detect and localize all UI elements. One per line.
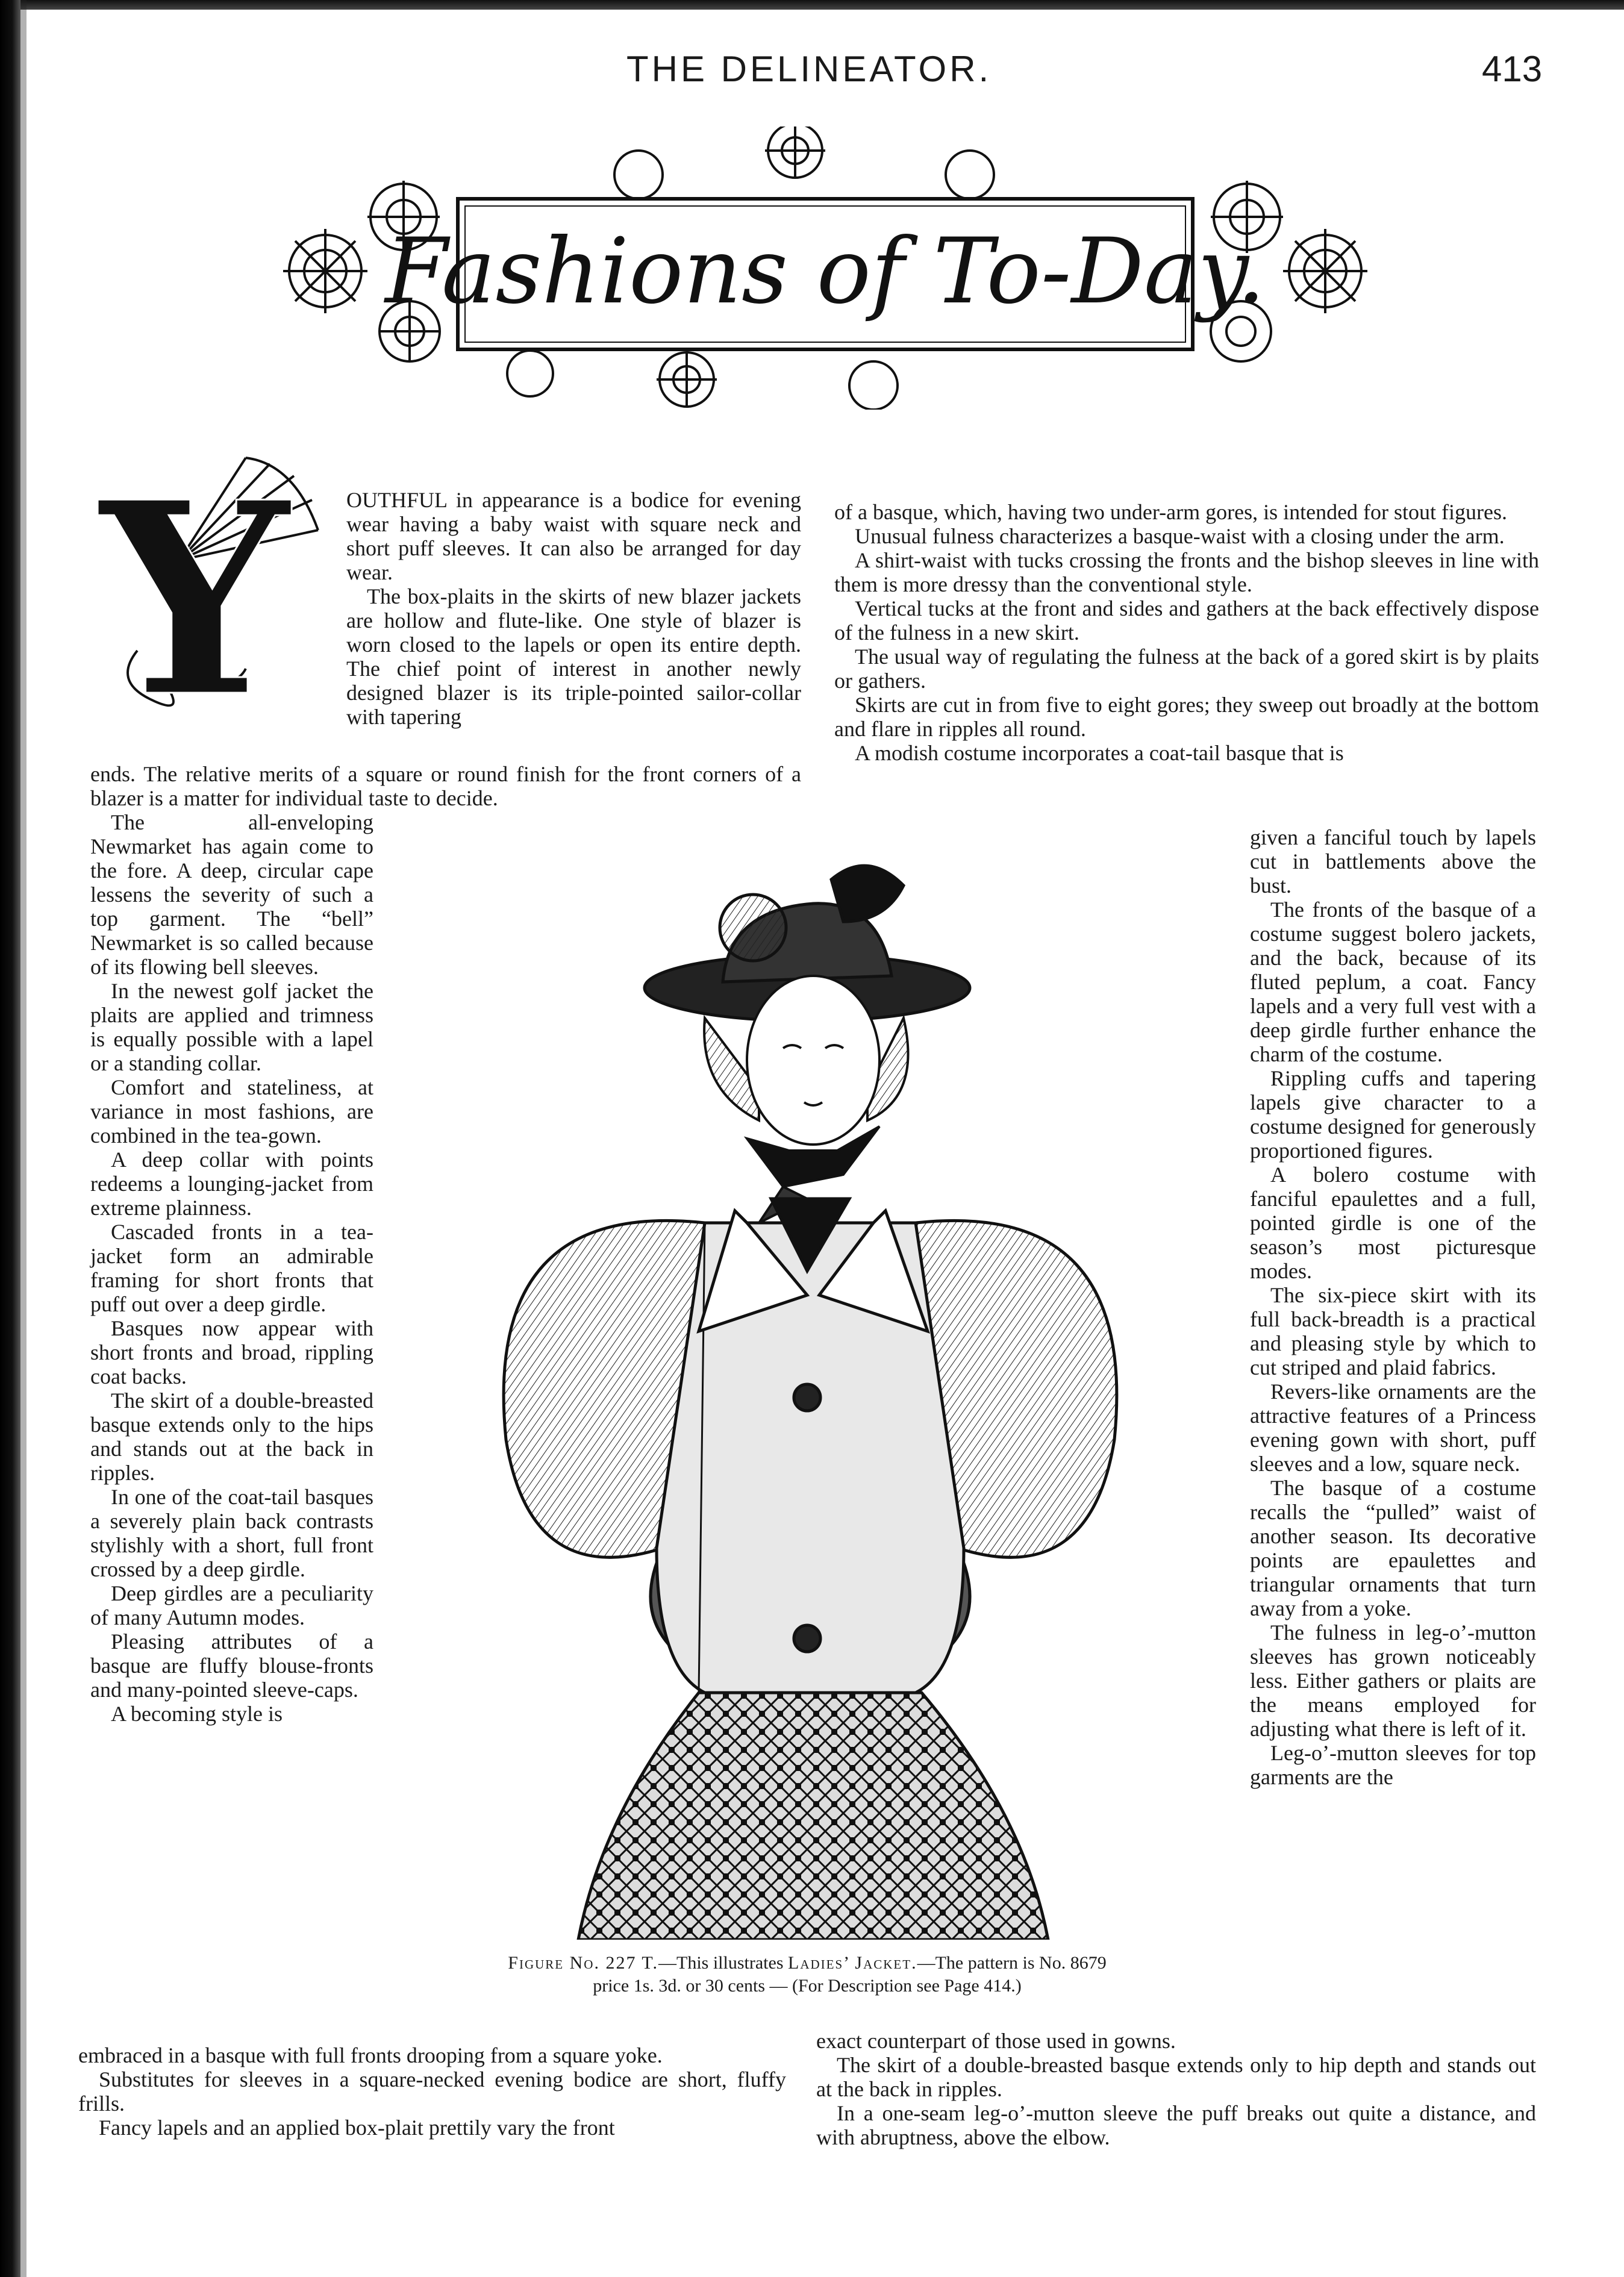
page-number: 413 — [1482, 49, 1543, 89]
paragraph: Substitutes for sleeves in a square-necked evening bodice are short, fluffy frills. — [78, 2067, 786, 2116]
paragraph: Skirts are cut in from five to eight gores; they sweep out broadly at the bottom and flare in ripples all round. — [834, 693, 1539, 741]
caption-garment: Ladies’ Jacket. — [788, 1953, 917, 1973]
paragraph: The skirt of a double-breasted basque extends only to the hips and stands out at the back in ripples. — [90, 1388, 373, 1485]
caption-figure-label: Figure No. 227 T. — [508, 1953, 659, 1973]
paragraph: Revers-like ornaments are the attractive features of a Princess evening gown with short, puff sleeves and a low, square neck. — [1250, 1379, 1536, 1476]
text-block-bottom-right — [816, 2029, 1536, 2149]
dropcap-letter: Y — [99, 444, 290, 729]
paragraph: ends. The relative merits of a square or round finish for the front corners of a blazer is a matter for individual taste to decide. — [90, 762, 801, 810]
scan-edge-shadow — [20, 0, 27, 2277]
paragraph: The all-enveloping Newmarket has again come to the fore. A deep, circular cape lessens the severity of such a top garment. The “bell” Newmarket is so called because of its flowing bell sleeves. — [90, 810, 373, 979]
paragraph: Comfort and stateliness, at variance in most fashions, are combined in the tea-gown. — [90, 1075, 373, 1148]
paragraph: A shirt-waist with tucks crossing the fronts and the bishop sleeves in line with them is more dressy than the conventional style. — [834, 548, 1539, 596]
scan-edge-left — [0, 0, 20, 2277]
illustration-ladies-jacket — [446, 837, 1175, 1940]
paragraph: Vertical tucks at the front and sides and gathers at the back effectively dispose of the fulness in a new skirt. — [834, 596, 1539, 645]
paragraph: Leg-o’-mutton sleeves for top garments are the — [1250, 1741, 1536, 1789]
jacket-body — [657, 1199, 964, 1693]
paragraph: The box-plaits in the skirts of new blazer jackets are hollow and flute-like. One style of blazer is worn closed to the lapels or open its entire depth. The chief point of interest in another newly designed blazer is its triple-pointed sailor-collar with tapering — [346, 584, 801, 729]
paragraph: Fancy lapels and an applied box-plait prettily vary the front — [99, 2116, 615, 2140]
paragraph: The six-piece skirt with its full back-breadth is a practical and pleasing style by which to cut striped and plaid fabrics. — [1250, 1283, 1536, 1379]
dropcap-ornament — [89, 434, 348, 729]
text-block-wide-left — [90, 762, 801, 810]
paragraph: The basque of a costume recalls the “pulled” waist of another season. Its decorative points are epaulettes and triangular ornaments that turn away from a yoke. — [1250, 1476, 1536, 1620]
paragraph: Pleasing attributes of a basque are fluffy blouse-fronts and many-pointed sleeve-caps. — [90, 1629, 373, 1702]
chrysanthemum-ornament-top — [614, 126, 994, 199]
banner-title: Fashions of To-Day. — [385, 219, 1266, 324]
text-block-bottom-left — [78, 2043, 786, 2140]
paragraph: A modish costume incorporates a coat-tail basque that is — [855, 741, 1344, 765]
caption-text: —This illustrates — [658, 1953, 788, 1973]
paragraph: The fulness in leg-o’-mutton sleeves has grown noticeably less. Either gathers or plaits are the means employed for adjusting what there is left of it. — [1250, 1620, 1536, 1741]
scan-edge-top — [0, 0, 1624, 10]
paragraph: of a basque, which, having two under-arm gores, is intended for stout figures. — [834, 500, 1508, 524]
chrysanthemum-ornament-bottom — [507, 351, 898, 410]
paragraph: Basques now appear with short fronts and broad, rippling coat backs. — [90, 1316, 373, 1388]
paragraph: A deep collar with points redeems a lounging-jacket from extreme plainness. — [90, 1148, 373, 1220]
paragraph: Unusual fulness characterizes a basque-waist with a closing under the arm. — [855, 524, 1505, 548]
paragraph: The skirt of a double-breasted basque extends only to hip depth and stands out at the back in ripples. — [816, 2053, 1536, 2101]
running-head — [0, 42, 1624, 96]
text-block-top-right — [834, 500, 1539, 765]
paragraph: given a fanciful touch by lapels cut in battlements above the bust. — [1250, 825, 1536, 898]
paragraph: In a one-seam leg-o’-mutton sleeve the puff breaks out quite a distance, and with abruptness, above the elbow. — [816, 2101, 1536, 2149]
caption-pattern: —The pattern is No. 8679 — [917, 1953, 1107, 1973]
paragraph: exact counterpart of those used in gowns. — [816, 2029, 1176, 2053]
paragraph: In the newest golf jacket the plaits are applied and trimness is equally possible with a lapel or a standing collar. — [90, 979, 373, 1075]
banner-fashions-of-today — [271, 126, 1379, 410]
paragraph: Rippling cuffs and tapering lapels give character to a costume designed for generously proportioned figures. — [1250, 1066, 1536, 1163]
paragraph: OUTHFUL in appearance is a bodice for evening wear having a baby waist with square neck and short puff sleeves. It can also be arranged for day wear. — [346, 488, 801, 584]
paragraph: In one of the coat-tail basques a severely plain back contrasts stylishly with a short, full front crossed by a deep girdle. — [90, 1485, 373, 1581]
caption-price: price 1s. 3d. or 30 cents — (For Description see Page 414.) — [593, 1976, 1022, 1996]
text-column-right — [1250, 825, 1536, 1789]
paragraph: The usual way of regulating the fulness at the back of a gored skirt is by plaits or gathers. — [834, 645, 1539, 693]
text-column-left — [90, 810, 373, 1726]
paragraph: A bolero costume with fanciful epaulettes and a full, pointed girdle is one of the season’s most picturesque modes. — [1250, 1163, 1536, 1283]
figure-caption — [386, 1952, 1229, 1997]
paragraph: Deep girdles are a peculiarity of many Autumn modes. — [90, 1581, 373, 1629]
paragraph: The fronts of the basque of a costume suggest bolero jackets, and the back, because of its fluted peplum, a coat. Fancy lapels and a very full vest with a deep girdle further enhance the charm of the costume. — [1250, 898, 1536, 1066]
paragraph: embraced in a basque with full fronts drooping from a square yoke. — [78, 2043, 663, 2067]
plaid-skirt — [578, 1693, 1048, 1940]
paragraph: A becoming style is — [111, 1702, 283, 1726]
magazine-title: THE DELINEATOR. — [626, 49, 992, 89]
text-block-top-left — [346, 488, 801, 729]
paragraph: Cascaded fronts in a tea-jacket form an admirable framing for short fronts that puff out over a deep girdle. — [90, 1220, 373, 1316]
